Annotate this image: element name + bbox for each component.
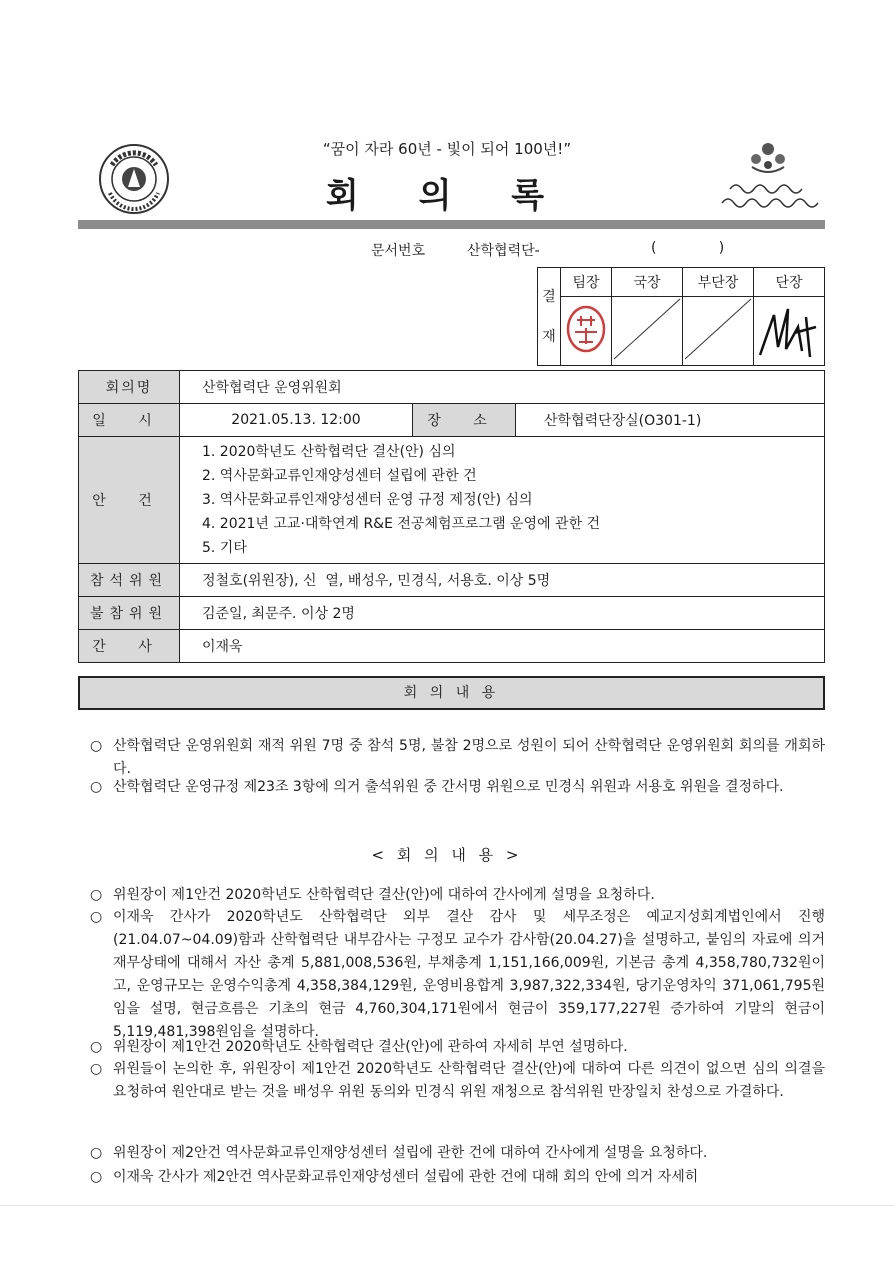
header-divider	[78, 220, 825, 229]
datetime-label: 일 시	[79, 404, 180, 437]
approval-label	[538, 268, 561, 366]
body-paragraph	[90, 1058, 825, 1104]
bullet-icon: ○	[90, 887, 103, 903]
approval-label-2: 재	[542, 328, 556, 345]
role-head: 단장	[754, 268, 825, 297]
paragraph-text: 산학협력단 운영위원회 재적 위원 7명 중 참석 5명, 불참 2명으로 성원이 되어 산학협력단 운영위원회 회의를 개회하다.	[113, 738, 825, 777]
role-director: 국장	[612, 268, 683, 297]
paragraph-text: 위원장이 제1안건 2020학년도 산학협력단 결산(안)에 대하여 간사에게 설명을 요청하다.	[113, 887, 655, 903]
absent-value: 김준일, 최문주. 이상 2명	[180, 597, 825, 630]
university-seal-logo	[98, 143, 170, 215]
meeting-info-table	[78, 370, 825, 663]
attendees-label: 참석위원	[79, 564, 180, 597]
secretary-label: 간 사	[79, 630, 180, 663]
subsection-title: < 회 의 내 용 >	[371, 846, 523, 864]
agenda-item: 1. 2020학년도 산학협력단 결산(안) 심의	[202, 444, 456, 460]
signature-head	[754, 297, 825, 366]
paragraph-text: 위원장이 제1안건 2020학년도 산학협력단 결산(안)에 관하여 자세히 부연 설명하다.	[113, 1039, 628, 1055]
role-team-leader: 팀장	[561, 268, 612, 297]
intro-paragraph	[90, 776, 825, 799]
bullet-icon: ○	[90, 1061, 103, 1077]
place-label: 장 소	[413, 404, 516, 437]
agenda-list	[180, 437, 825, 564]
slogan: “꿈이 자라 60년 - 빛이 되어 100년!”	[322, 140, 572, 158]
document-title: 회 의 록	[325, 176, 569, 216]
meeting-name-label: 회의명	[79, 371, 180, 404]
secretary-value: 이재욱	[180, 630, 825, 663]
meeting-name: 산학협력단 운영위원회	[180, 371, 825, 404]
bullet-icon: ○	[90, 1039, 103, 1055]
body-paragraph	[90, 1166, 825, 1189]
paragraph-text: 위원들이 논의한 후, 위원장이 제1안건 2020학년도 산학협력단 결산(안)에 대하여 다른 의견이 없으면 심의 의결을 요청하여 원안대로 받는 것을 배성우 위원 동의와 민경식 위원 재청으로 참석위원 만장일치 찬성으로 가결하다.	[113, 1061, 825, 1100]
agenda-label: 안 건	[79, 437, 180, 564]
page-bottom-line	[0, 1205, 894, 1206]
datetime-value: 2021.05.13. 12:00	[180, 404, 413, 437]
doc-number-label: 문서번호	[371, 243, 426, 259]
bullet-icon: ○	[90, 909, 103, 925]
red-seal-stamp	[561, 302, 611, 356]
role-vice-head: 부단장	[683, 268, 754, 297]
signature-director-empty	[612, 297, 683, 366]
slogan-logo	[716, 137, 826, 217]
absent-label: 불참위원	[79, 597, 180, 630]
agenda-item: 5. 기타	[202, 540, 247, 556]
handwritten-signature	[754, 297, 824, 361]
agenda-item: 2. 역사문화교류인재양성센터 설립에 관한 건	[202, 468, 477, 484]
stamp-team-leader	[561, 297, 612, 366]
agenda-item: 3. 역사문화교류인재양성센터 운영 규정 제정(안) 심의	[202, 492, 533, 508]
approval-table	[537, 267, 825, 366]
diagonal-slash	[683, 297, 753, 361]
approval-label-1: 결	[542, 288, 556, 305]
body-paragraph	[90, 1142, 825, 1165]
diagonal-slash	[612, 297, 682, 361]
place-value: 산학협력단장실(O301-1)	[516, 404, 825, 437]
paragraph-text: 이재욱 간사가 2020학년도 산학협력단 외부 결산 감사 및 세무조정은 예교지성회계법인에서 진행(21.04.07~04.09)함과 산학협력단 내부감사는 구정모 교수가 감사함(20.04.27)을 설명하고, 붙임의 자료에 의거 재무상태에 대해서 자산 총계 5,881,008,536원, 부채총계 1,151,166,009원, 기본금 총계 4,358,780,732원이고, 운영규모는 운영수익총계 4,358,384,129원, 운영비용합계 3,987,322,334원, 당기운영차익 371,061,795원임을 설명, 현금흐름은 기초의 현금 4,760,304,171원에서 현금이 359,177,227원 증가하여 기말의 현금이 5,119,481,398원임을 설명하다.	[113, 909, 825, 1040]
section-title: 회 의 내 용	[78, 676, 825, 710]
bullet-icon: ○	[90, 1145, 103, 1161]
bullet-icon: ○	[90, 738, 103, 754]
body-paragraph	[90, 906, 825, 1044]
paragraph-text: 산학협력단 운영규정 제23조 3항에 의거 출석위원 중 간서명 위원으로 민경식 위원과 서용호 위원을 결정하다.	[113, 779, 784, 795]
intro-paragraph	[90, 735, 825, 781]
bullet-icon: ○	[90, 779, 103, 795]
body-paragraph	[90, 1036, 825, 1059]
doc-number-paren: ( )	[651, 240, 725, 256]
attendees-value: 정철호(위원장), 신 열, 배성우, 민경식, 서용호. 이상 5명	[180, 564, 825, 597]
bullet-icon: ○	[90, 1169, 103, 1185]
paragraph-text: 위원장이 제2안건 역사문화교류인재양성센터 설립에 관한 건에 대하여 간사에게 설명을 요청하다.	[113, 1145, 708, 1161]
signature-vice-head-empty	[683, 297, 754, 366]
agenda-item: 4. 2021년 고교·대학연계 R&E 전공체험프로그램 운영에 관한 건	[202, 516, 601, 532]
body-paragraph	[90, 884, 825, 907]
paragraph-text: 이재욱 간사가 제2안건 역사문화교류인재양성센터 설립에 관한 건에 대해 회의 안에 의거 자세히	[113, 1169, 699, 1185]
doc-number-value: 산학협력단-	[467, 243, 540, 259]
